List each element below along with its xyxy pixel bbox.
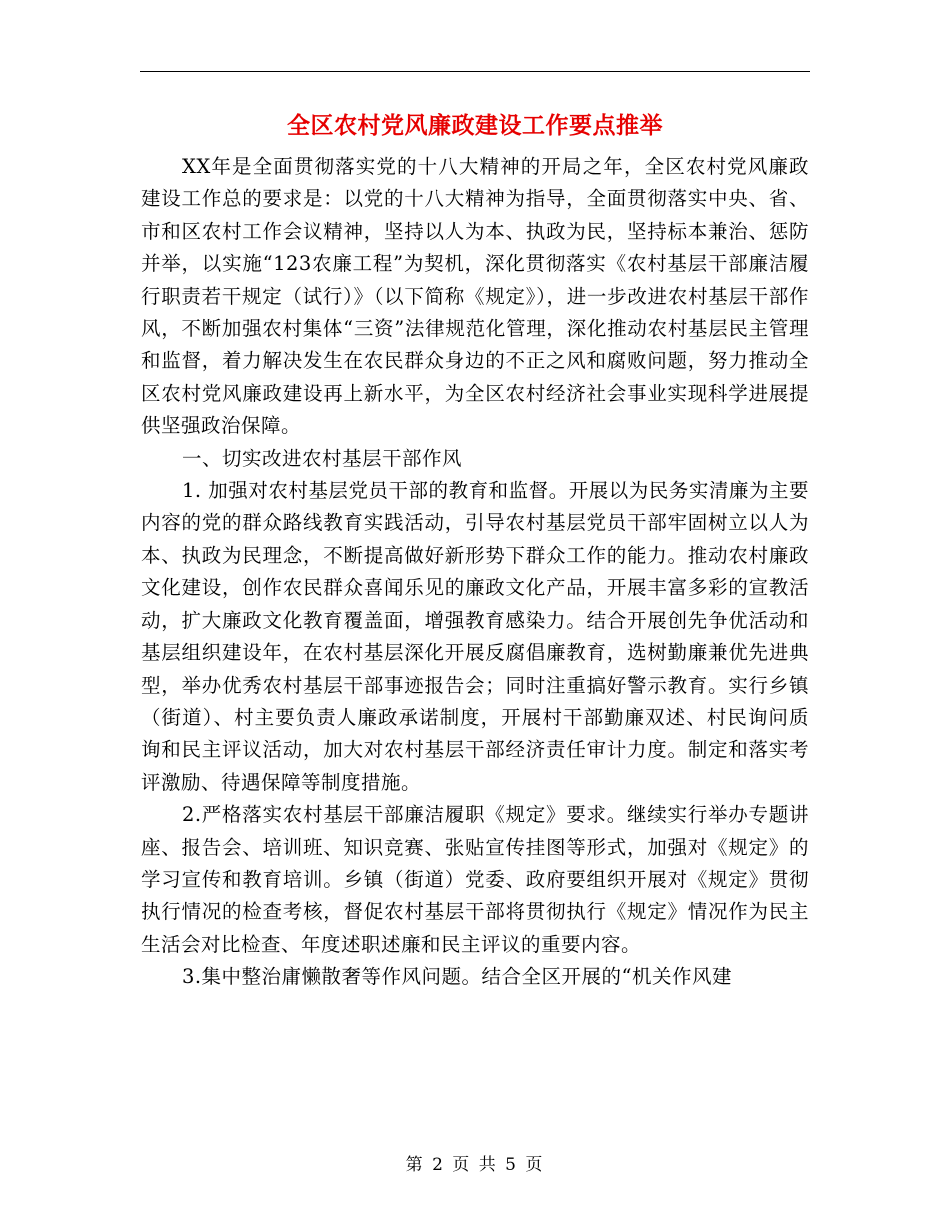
intro-paragraph: XX年是全面贯彻落实党的十八大精神的开局之年，全区农村党风廉政建设工作总的要求是：以党的十八大精神为指导，全面贯彻落实中央、省、市和区农村工作会议精神，坚持以人为本、执政为民，坚持标本兼治、惩防并举，以实施“123农廉工程”为契机，深化贯彻落实《农村基层干部廉洁履行职责若干规定（试行）》（以下简称《规定》），进一步改进农村基层干部作风，不断加强农村集体“三资”法律规范化管理，深化推动农村基层民主管理和监督，着力解决发生在农民群众身边的不正之风和腐败问题，努力推动全区农村党风廉政建设再上新水平，为全区农村经济社会事业实现科学进展提供坚强政治保障。 bbox=[141, 155, 809, 438]
document-title: 全区农村党风廉政建设工作要点推举 bbox=[287, 112, 663, 139]
body-paragraph: 1. 加强对农村基层党员干部的教育和监督。开展以为民务实清廉为主要内容的党的群众路线教育实践活动，引导农村基层党员干部牢固树立以人为本、执政为民理念，不断提高做好新形势下群众工作的能力。推动农村廉政文化建设，创作农民群众喜闻乐见的廉政文化产品，开展丰富多彩的宣教活动，扩大廉政文化教育覆盖面，增强教育感染力。结合开展创先争优活动和基层组织建设年，在农村基层深化开展反腐倡廉教育，选树勤廉兼优先进典型，举办优秀农村基层干部事迹报告会；同时注重搞好警示教育。实行乡镇（街道）、村主要负责人廉政承诺制度，开展村干部勤廉双述、村民询问质询和民主评议活动，加大对农村基层干部经济责任审计力度。制定和落实考评激励、待遇保障等制度措施。 bbox=[141, 479, 809, 794]
document-body bbox=[141, 151, 809, 994]
body-paragraph: 2.严格落实农村基层干部廉洁履职《规定》要求。继续实行举办专题讲座、报告会、培训班、知识竞赛、张贴宣传挂图等形式，加强对《规定》的学习宣传和教育培训。乡镇（街道）党委、政府要组织开展对《规定》贯彻执行情况的检查考核，督促农村基层干部将贯彻执行《规定》情况作为民主生活会对比检查、年度述职述廉和民主评议的重要内容。 bbox=[141, 803, 809, 956]
page-footer: 第 2 页 共 5 页 bbox=[405, 1155, 545, 1175]
body-paragraph: 3.集中整治庸懒散奢等作风问题。结合全区开展的“机关作风建 bbox=[181, 965, 733, 989]
header-rule bbox=[140, 71, 810, 72]
section-heading: 一、切实改进农村基层干部作风 bbox=[181, 446, 462, 470]
